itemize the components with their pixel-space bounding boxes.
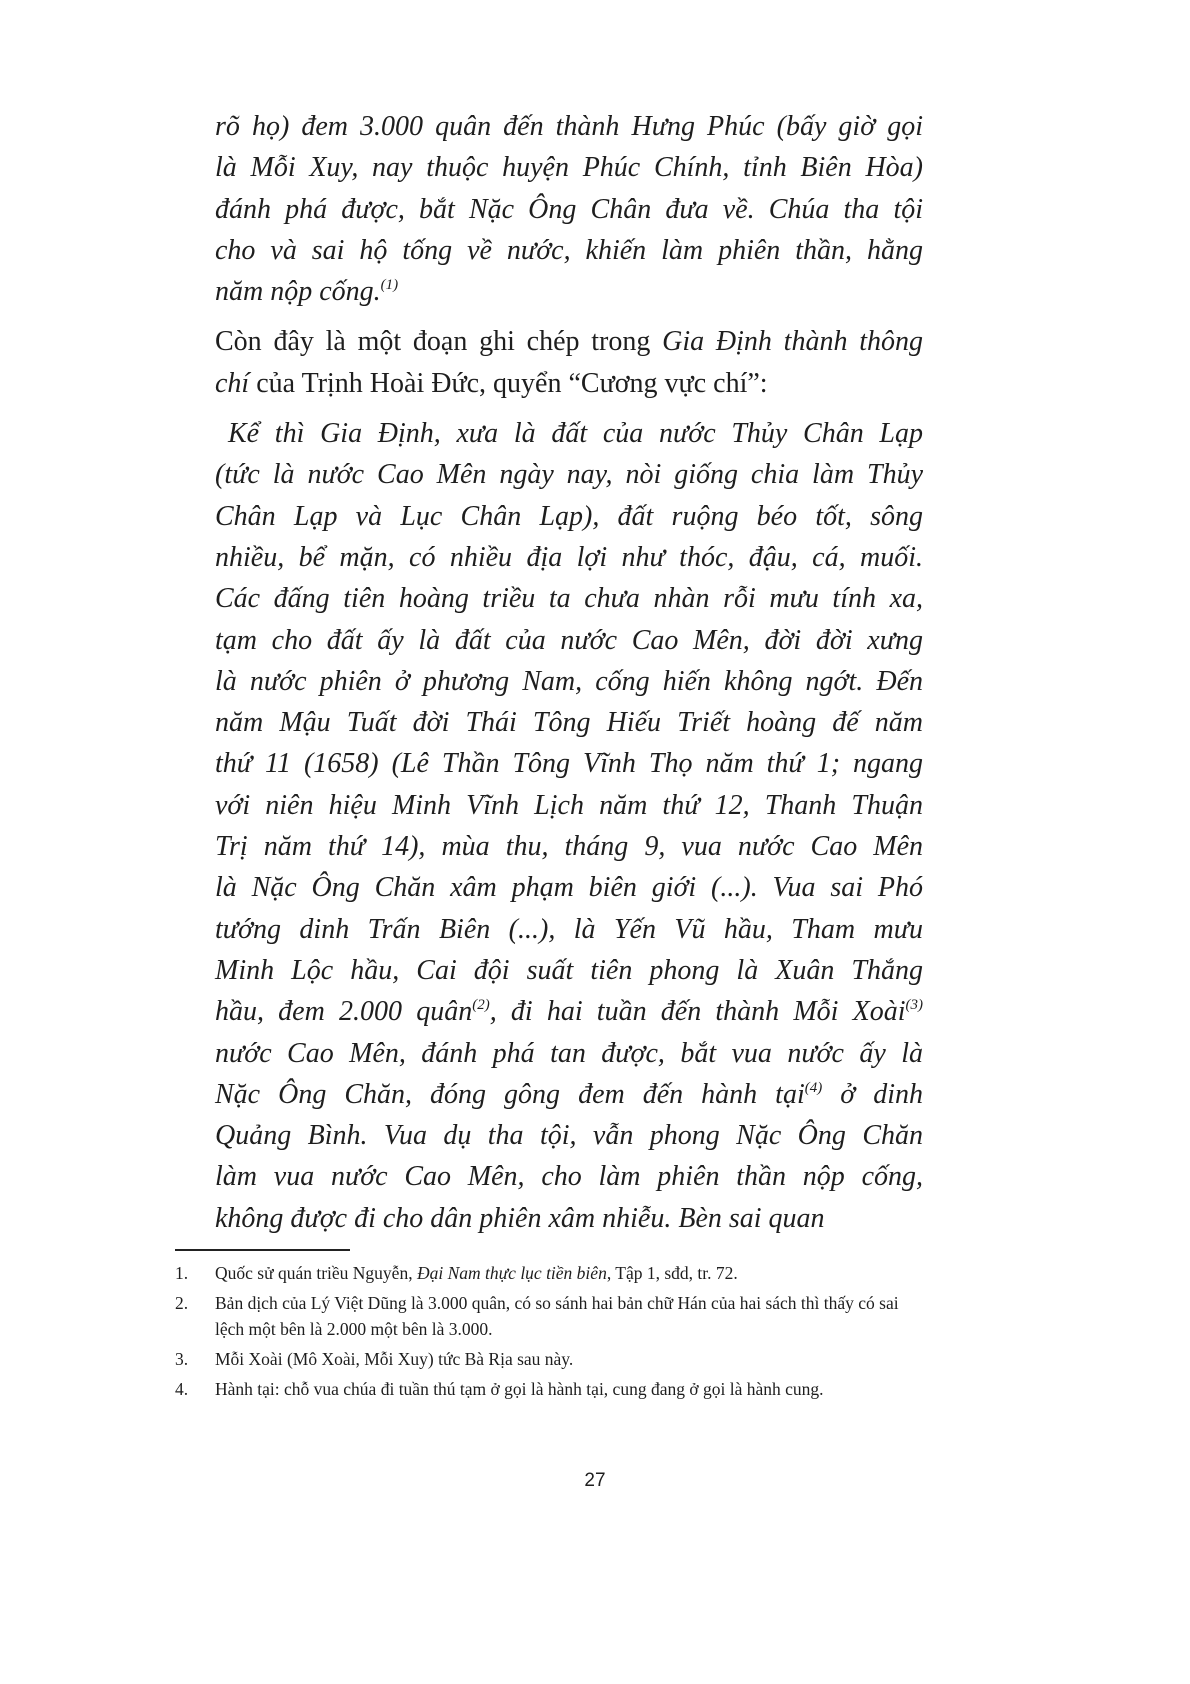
text-segment: Gia Định thành thông: [662, 326, 923, 358]
text-segment: của Trịnh Hoài Đức, quyển “Cương vực chí”:: [249, 367, 768, 399]
text-segment: thứ 11 (1658) (Lê Thần Tông Vĩnh Thọ năm thứ 1; ngang: [215, 748, 923, 780]
text-segment: Hành tại: chỗ vua chúa đi tuần thú tạm ở gọi là hành tại, cung đang ở gọi là hành cung.: [215, 1379, 824, 1399]
text-line: [215, 363, 923, 404]
footnote: [175, 1260, 925, 1286]
footnote-reference: (2): [472, 997, 490, 1014]
text-line: [215, 230, 923, 271]
text-segment: năm nộp cống.: [215, 276, 381, 308]
footnote-reference: (3): [905, 997, 924, 1014]
text-line: [215, 1033, 923, 1074]
text-line: [215, 454, 923, 495]
text-segment: tướng dinh Trấn Biên (...), là Yến Vũ hầu, Tham mưu: [215, 913, 923, 945]
text-line: [215, 1115, 923, 1156]
text-line: [215, 991, 923, 1032]
text-line: [215, 189, 923, 230]
text-segment: làm vua nước Cao Mên, cho làm phiên thần nộp cống,: [215, 1161, 923, 1193]
text-line: [215, 620, 923, 661]
text-segment: hầu, đem 2.000 quân: [215, 996, 473, 1028]
text-line: [215, 271, 923, 312]
footnote-text: [215, 1376, 824, 1402]
footnote: [175, 1290, 925, 1342]
text-segment: (tức là nước Cao Mên ngày nay, nòi giống chia làm Thủy: [215, 459, 923, 491]
text-line: [215, 785, 923, 826]
footnote: [175, 1376, 925, 1402]
footnotes: [175, 1260, 925, 1406]
text-segment: là Nặc Ông Chăn xâm phạm biên giới (...). Vua sai Phó: [215, 872, 923, 904]
text-segment: không được đi cho dân phiên xâm nhiễu. Bèn sai quan: [215, 1202, 825, 1234]
text-segment: Mỗi Xoài (Mô Xoài, Mỗi Xuy) tức Bà Rịa sau này.: [215, 1349, 574, 1369]
text-segment: Quốc sử quán triều Nguyễn,: [215, 1263, 417, 1283]
footnote-number: 4.: [175, 1379, 189, 1399]
footnote-divider: [175, 1249, 350, 1251]
text-line: [215, 147, 923, 188]
body-text: [215, 106, 923, 1239]
text-line: [215, 1156, 923, 1197]
text-segment: với niên hiệu Minh Vĩnh Lịch năm thứ 12, Thanh Thuận: [215, 789, 923, 821]
text-segment: đánh phá được, bắt Nặc Ông Chân đưa về. Chúa tha tội: [215, 193, 923, 225]
text-segment: Chân Lạp và Lục Chân Lạp), đất ruộng béo tốt, sông: [215, 500, 923, 532]
footnote-reference: (4): [804, 1079, 823, 1096]
footnote-reference: (1): [380, 277, 399, 294]
text-line: [215, 867, 923, 908]
footnote: [175, 1346, 925, 1372]
text-line: [215, 1198, 923, 1239]
text-segment: Trị năm thứ 14), mùa thu, tháng 9, vua nước Cao Mên: [215, 831, 923, 863]
text-segment: ở dinh: [822, 1078, 923, 1110]
text-line: [215, 950, 923, 991]
text-segment: Minh Lộc hầu, Cai đội suất tiên phong là Xuân Thắng: [215, 954, 923, 986]
text-line: [215, 826, 923, 867]
text-segment: chí: [215, 367, 250, 399]
text-line: [215, 537, 923, 578]
text-segment: năm Mậu Tuất đời Thái Tông Hiếu Triết hoàng đế năm: [215, 707, 923, 739]
text-line: [215, 702, 923, 743]
text-segment: Kể thì Gia Định, xưa là đất của nước Thủy Chân Lạp: [228, 418, 923, 450]
text-segment: Quảng Bình. Vua dụ tha tội, vẫn phong Nặc Ông Chăn: [215, 1120, 923, 1152]
text-line: [215, 1074, 923, 1115]
text-line: [215, 106, 923, 147]
footnote-text: [215, 1346, 573, 1372]
text-segment: , Tập 1, sđd, tr. 72.: [606, 1263, 738, 1283]
text-line: [215, 909, 923, 950]
text-segment: Đại Nam thực lục tiền biên: [416, 1263, 607, 1283]
text-segment: Bản dịch của Lý Việt Dũng là 3.000 quân, có so sánh hai bản chữ Hán của hai sách thì thấy có sai lệch một bên là 2.000 một bên là 3.000.: [215, 1293, 899, 1339]
page-number: 27: [584, 1470, 606, 1491]
text-line: [215, 496, 923, 537]
footnote-text: [215, 1290, 925, 1342]
text-line: [215, 661, 923, 702]
text-segment: , đi hai tuần đến thành Mỗi Xoài: [489, 996, 906, 1028]
text-line: [215, 743, 923, 784]
footnote-number: 2.: [175, 1293, 189, 1313]
text-segment: là Mỗi Xuy, nay thuộc huyện Phúc Chính, tỉnh Biên Hòa): [215, 152, 923, 184]
text-segment: nước Cao Mên, đánh phá tan được, bắt vua nước ấy là: [215, 1037, 923, 1069]
text-line: [215, 413, 923, 454]
text-line: [215, 321, 923, 362]
text-line: [215, 578, 923, 619]
footnote-number: 3.: [175, 1349, 189, 1369]
text-segment: cho và sai hộ tống về nước, khiến làm phiên thần, hằng: [215, 234, 923, 266]
footnote-text: [215, 1260, 738, 1286]
text-segment: rõ họ) đem 3.000 quân đến thành Hưng Phúc (bấy giờ gọi: [215, 111, 923, 142]
text-segment: Nặc Ông Chăn, đóng gông đem đến hành tại: [215, 1078, 805, 1110]
text-segment: Các đấng tiên hoàng triều ta chưa nhàn rỗi mưu tính xa,: [215, 583, 923, 615]
text-segment: tạm cho đất ấy là đất của nước Cao Mên, đời đời xưng: [215, 624, 923, 656]
text-segment: Còn đây là một đoạn ghi chép trong: [215, 326, 663, 358]
footnote-number: 1.: [175, 1263, 189, 1283]
text-segment: nhiều, bể mặn, có nhiều địa lợi như thóc, đậu, cá, muối.: [215, 541, 923, 573]
text-segment: là nước phiên ở phương Nam, cống hiến không ngớt. Đến: [215, 665, 923, 697]
